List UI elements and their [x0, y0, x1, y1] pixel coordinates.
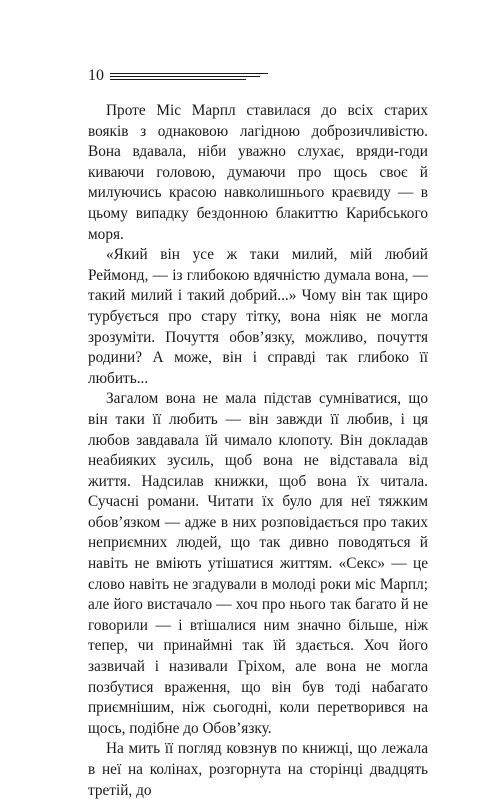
page-header [88, 66, 268, 88]
header-rule-line-1 [110, 73, 268, 74]
header-rule-line-3 [110, 79, 246, 80]
header-rule-line-2 [110, 76, 260, 77]
page-number: 10 [88, 67, 104, 84]
body-text [88, 101, 428, 801]
paragraph: Проте Міс Марпл ставилася до всіх старих вояків з однаковою лагідною доброзичливістю. Вона вдавала, ніби уважно слухає, вряди-годи киваючи головою, думаючи про щось своє й милуючись красою навколишнього краєвиду — в цьому випадку бездонною блакиттю Карибського моря. [88, 102, 428, 243]
paragraph: На мить її погляд ковзнув по книжці, що лежала в неї на колінах, розгорнута на сторінці двадцять третій, до [88, 740, 428, 799]
paragraph: «Який він усе ж таки милий, мій любий Реймонд, — із глибокою вдячністю думала вона, — такий милий і такий добрий...» Чому він так щиро турбується про стару тітку, вона ніяк не могла зрозуміти. Почуття обов’язку, можливо, почуття родини? А може, він і справді так глибоко її любить... [88, 246, 428, 387]
paragraph: Загалом вона не мала підстав сумніватися, що він таки її любить — він завжди її любив, і ця любов завдавала їй чимало клопоту. Він докладав неабияких зусиль, щоб вона не відставала від життя. Надсилав книжки, щоб вона їх читала. Сучасні романи. Читати їх було для неї тяжким обов’язком — адже в них розповідається про таких неприємних людей, що так дивно поводяться й навіть не вміють утішатися життям. «Секс» — це слово навіть не згадували в молоді роки міс Марпл; але його вистачало — хоч про нього так багато й не говорили — і втішалися ним значно більше, ніж тепер, чи принаймні так їй здається. Хоч його зазвичай і називали Гріхом, але вона не могла позбутися враження, що він був тоді набагато приємнішим, ніж сьогодні, коли перетворився на щось, подібне до Обов’язку. [88, 390, 428, 737]
header-rule [110, 72, 268, 84]
